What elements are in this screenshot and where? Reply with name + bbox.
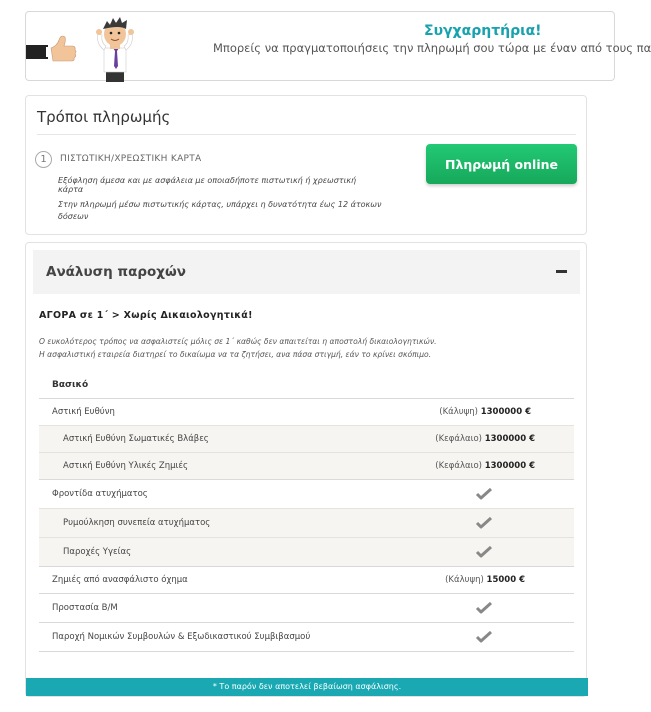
coverage-label: Αστική Ευθύνη Υλικές Ζημιές (63, 461, 189, 471)
card-method-description: Εξόφληση άμεσα και με ασφάλεια με οποιαδήποτε πιστωτική ή χρεωστική κάρτα (58, 176, 357, 194)
coverage-label: Παροχή Νομικών Συμβουλών & Εξωδικαστικού Συμβιβασμού (52, 632, 311, 642)
installments-note: Στην πληρωμή μέσω πιστωτικής κάρτας, υπάρχει η δυνατότητα έως 12 άτοκων δόσεων (58, 200, 382, 221)
coverage-analysis-card (25, 242, 587, 697)
table-row (39, 425, 574, 452)
payment-methods-card (25, 95, 587, 235)
table-row (39, 479, 574, 508)
disclaimer-footer: * Το παρόν δεν αποτελεί βεβαίωση ασφάλισης. (26, 678, 588, 696)
coverage-accordion-header[interactable] (33, 250, 580, 294)
payment-methods-heading: Τρόποι πληρωμής (37, 108, 171, 126)
promo-description (39, 335, 579, 361)
check-icon (476, 517, 492, 529)
table-row (39, 566, 574, 593)
congrats-subtitle: Μπορείς να πραγματοποιήσεις την πληρωμή σου τώρα με έναν από τους πα (213, 41, 651, 55)
thumbs-up-businessman-illustration (26, 12, 136, 82)
check-icon (476, 488, 492, 500)
coverage-label: Αστική Ευθύνη (52, 407, 115, 417)
coverage-label: Ρυμούλκηση συνεπεία ατυχήματος (63, 518, 211, 528)
coverage-value: (Κάλυψη) 1300000 € (439, 407, 531, 417)
table-bottom-border (39, 651, 574, 652)
check-icon (476, 602, 492, 614)
pay-online-button[interactable]: Πληρωμή online (426, 144, 577, 184)
coverage-table (39, 372, 574, 652)
coverage-label: Αστική Ευθύνη Σωματικές Βλάβες (63, 434, 209, 444)
promo-line-1: Ο ευκολότερος τρόπος να ασφαλιστείς μόλις σε 1΄ καθώς δεν απαιτείται η αποστολή δικαιολογητικών. (39, 337, 437, 346)
coverage-label: Φροντίδα ατυχήματος (52, 489, 148, 499)
coverage-label: Προστασία Β/Μ (52, 603, 118, 613)
promo-title: ΑΓΟΡΑ σε 1΄ > Χωρίς Δικαιολογητικά! (39, 310, 253, 321)
check-icon (476, 546, 492, 558)
minus-icon[interactable] (556, 270, 567, 273)
coverage-label: Ζημιές από ανασφάλιστο όχημα (52, 575, 188, 585)
congrats-banner (25, 11, 651, 81)
group-label: Βασικό (52, 380, 89, 390)
coverage-group-header (39, 372, 574, 398)
coverage-value: (Κάλυψη) 15000 € (445, 575, 525, 585)
step-number: 1 (35, 151, 52, 168)
table-row (39, 537, 574, 566)
check-icon (476, 631, 492, 643)
card-method-title: ΠΙΣΤΩΤΙΚΗ/ΧΡΕΩΣΤΙΚΗ ΚΑΡΤΑ (60, 154, 202, 164)
table-row (39, 452, 574, 479)
table-row (39, 593, 574, 622)
coverage-title: Ανάλυση παροχών (46, 264, 186, 280)
coverage-value: (Κεφάλαιο) 1300000 € (435, 434, 535, 444)
divider (37, 134, 576, 135)
table-row (39, 622, 574, 651)
table-row (39, 398, 574, 425)
table-row (39, 508, 574, 537)
coverage-value: (Κεφάλαιο) 1300000 € (435, 461, 535, 471)
promo-line-2: Η ασφαλιστική εταιρεία διατηρεί το δικαίωμα να τα ζητήσει, ανα πάσα στιγμή, εάν το κρίνει σκόπιμο. (39, 350, 432, 359)
coverage-label: Παροχές Υγείας (63, 547, 132, 557)
congrats-title: Συγχαρητήρια! (424, 23, 542, 39)
